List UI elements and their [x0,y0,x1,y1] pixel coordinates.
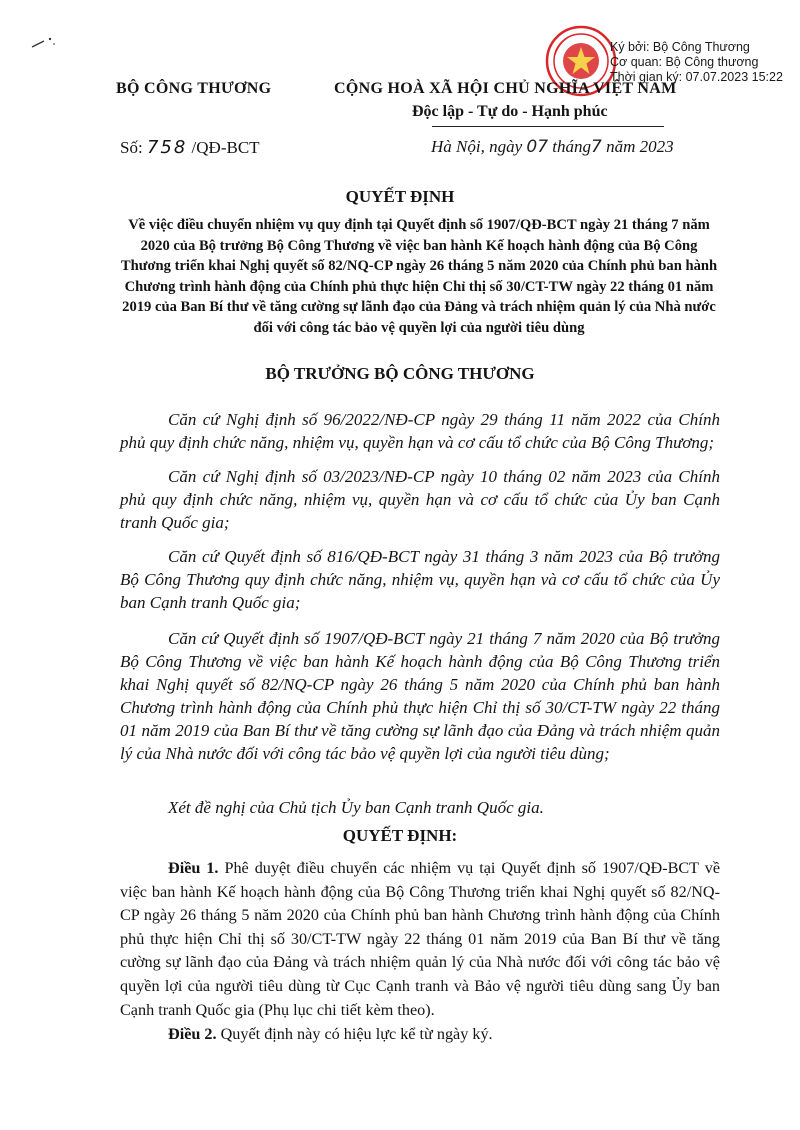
legal-basis-1: Căn cứ Nghị định số 96/2022/NĐ-CP ngày 29 tháng 11 năm 2022 của Chính phủ quy định chức năng, nhiệm vụ, quyền hạn và cơ cấu tổ chức của Bộ Công Thương; [120,410,720,452]
digital-signature-info [610,40,783,85]
article-1 [120,857,720,1022]
national-motto: Độc lập - Tự do - Hạnh phúc [412,103,608,120]
doc-no-handwritten: 758 [146,137,188,158]
signature-agency: Cơ quan: Bộ Công thương [610,55,759,69]
article-1-label: Điều 1. [168,859,219,877]
issuing-agency: BỘ CÔNG THƯƠNG [116,80,272,97]
motto-underline [432,126,664,127]
place-and-date [431,137,674,157]
document-title: QUYẾT ĐỊNH [345,187,455,206]
country-name: CỘNG HOÀ XÃ HỘI CHỦ NGHĨA VIỆT NAM [334,80,677,97]
article-2 [120,1023,720,1047]
doc-no-suffix: /QĐ-BCT [191,138,260,157]
minister-heading: BỘ TRƯỞNG BỘ CÔNG THƯƠNG [265,364,535,383]
doc-no-label: Số: [120,138,143,157]
signature-signer: Ký bởi: Bộ Công Thương [610,40,750,54]
article-2-text: Quyết định này có hiệu lực kể từ ngày ký. [220,1025,493,1043]
legal-basis-4: Căn cứ Quyết định số 1907/QĐ-BCT ngày 21 tháng 7 năm 2020 của Bộ trưởng Bộ Công Thương về việc ban hành Kế hoạch hành động của Bộ Công Thương triển khai Nghị quyết số 82/NQ-CP ngày 26 tháng 5 năm 2020 của Chính phủ ban hành Chương trình hành động của Chính phủ thực hiện Chỉ thị số 30/CT-TW ngày 22 tháng 01 năm 2019 của Ban Bí thư về tăng cường sự lãnh đạo của Đảng và trách nhiệm quản lý của Nhà nước đối với công tác bảo vệ quyền lợi của người tiêu dùng; [120,629,720,763]
decision-heading: QUYẾT ĐỊNH: [342,826,458,845]
handwritten-month: 7 [591,137,602,157]
scan-specks [30,35,70,55]
legal-basis-3: Căn cứ Quyết định số 816/QĐ-BCT ngày 31 tháng 3 năm 2023 của Bộ trưởng Bộ Công Thương quy định chức năng, nhiệm vụ, quyền hạn và cơ cấu tổ chức của Ủy ban Cạnh tranh Quốc gia; [120,547,720,612]
signature-time: Thời gian ký: 07.07.2023 15:22 [610,70,783,84]
handwritten-day: 07 [526,137,549,157]
article-1-text: Phê duyệt điều chuyển các nhiệm vụ tại Quyết định số 1907/QĐ-BCT về việc ban hành Kế hoạch hành động của Bộ Công Thương triển khai Nghị quyết số 82/NQ-CP ngày 26 tháng 5 năm 2020 của Chính phủ ban hành Chương trình hành động của Chính phủ thực hiện Chỉ thị số 30/CT-TW ngày 22 tháng 01 năm 2019 của Ban Bí thư về tăng cường sự lãnh đạo của Đảng và trách nhiệm quản lý của Nhà nước đối với công tác bảo vệ quyền lợi của người tiêu dùng từ Cục Cạnh tranh và Bảo vệ người tiêu dùng sang Ủy ban Cạnh tranh Quốc gia (Phụ lục chi tiết kèm theo). [120,859,721,1019]
document-subject: Về việc điều chuyển nhiệm vụ quy định tại Quyết định số 1907/QĐ-BCT ngày 21 tháng 7 năm 2020 của Bộ trưởng Bộ Công Thương về việc ban hành Kế hoạch hành động của Bộ Công Thương triển khai Nghị quyết số 82/NQ-CP ngày 26 tháng 5 năm 2020 của Chính phủ ban hành Chương trình hành động của Chính phủ thực hiện Chỉ thị số 30/CT-TW ngày 22 tháng 01 năm 2019 của Ban Bí thư về tăng cường sự lãnh đạo của Đảng và trách nhiệm quản lý của Nhà nước đối với công tác bảo vệ quyền lợi của người tiêu dùng [120,217,718,336]
proposal-basis: Xét đề nghị của Chủ tịch Ủy ban Cạnh tranh Quốc gia. [168,798,544,817]
year-label: năm 2023 [606,137,674,156]
month-label: tháng [552,137,592,156]
legal-basis-2: Căn cứ Nghị định số 03/2023/NĐ-CP ngày 10 tháng 02 năm 2023 của Chính phủ quy định chức năng, nhiệm vụ, quyền hạn và cơ cấu tổ chức của Ủy ban Cạnh tranh Quốc gia; [120,467,720,532]
article-2-label: Điều 2. [168,1025,217,1043]
document-number [120,137,260,158]
place-date-prefix: Hà Nội, ngày [431,137,523,156]
